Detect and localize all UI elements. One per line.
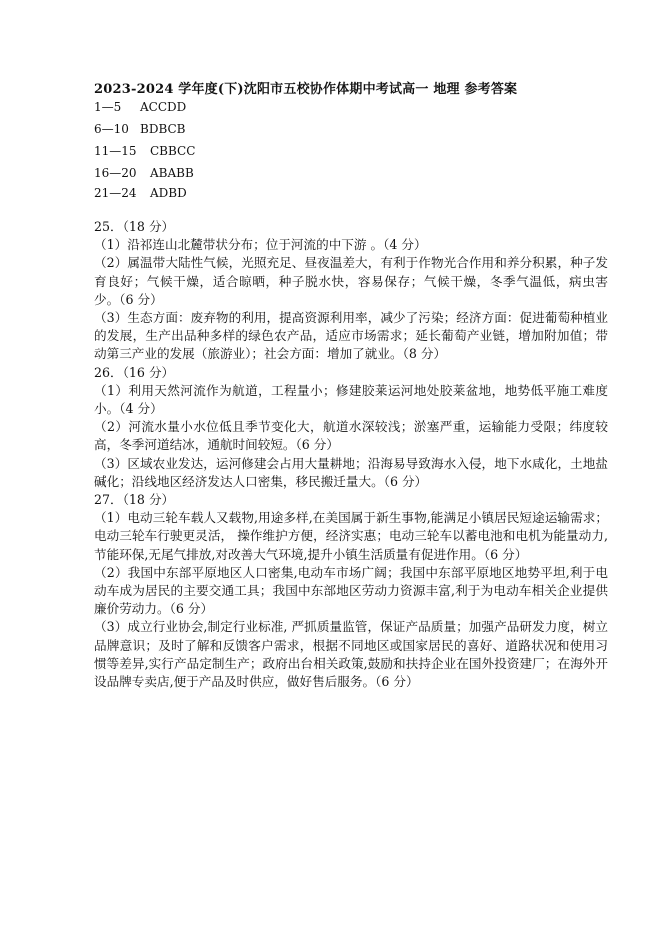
q26-part-1: （1）利用天然河流作为航道，工程量小；修建胶莱运河地处胶莱盆地，地势低平施工难度小。（4 分） <box>94 382 608 417</box>
mc-answers: CBBCC <box>150 144 196 158</box>
mc-answers: ABABB <box>150 166 194 180</box>
q27-part-3: （3）成立行业协会,制定行业标准, 严抓质量监管，保证产品质量；加强产品研发力度，树立品牌意识；及时了解和反馈客户需求，根据不同地区或国家居民的喜好、道路状况和使用习惯等差异,实行产品定制生产；政府出台相关政策,鼓励和扶持企业在国外投资建厂；在海外开设品牌专卖店,便于产品及时供应，做好售后服务。（6 分） <box>94 619 608 690</box>
q25-part-3: （3）生态方面：废弃物的利用，提高资源利用率，减少了污染；经济方面：促进葡萄种植业的发展，生产出品种多样的绿色农产品，适应市场需求；延长葡萄产业链，增加附加值；带动第三产业的发展（旅游业）；社会方面：增加了就业。（8 分） <box>94 310 608 362</box>
q25-header: 25．（18 分） <box>94 219 175 234</box>
mc-row <box>94 144 195 158</box>
q26-part-2: （2）河流水量小水位低且季节变化大，航道水深较浅；淤塞严重，运输能力受限；纬度较高，冬季河道结冰，通航时间较短。（6 分） <box>94 419 608 453</box>
mc-range: 21—24 <box>94 186 137 200</box>
q26-header: 26．（16 分） <box>94 364 175 380</box>
q26-part-3: （3）区域农业发达，运河修建会占用大量耕地；沿海易导致海水入侵，地下水咸化，土地盐碱化；沿线地区经济发达人口密集，移民搬迁量大。（6 分） <box>94 455 608 489</box>
mc-range: 16—20 <box>94 166 137 180</box>
constructed-answers <box>94 218 608 691</box>
mc-range: 11—15 <box>94 144 137 158</box>
mc-answers: ACCDD <box>140 100 187 114</box>
mc-range: 6—10 <box>94 122 129 136</box>
q25-part-1: （1）沿祁连山北麓带状分布；位于河流的中下游 。（4 分） <box>94 237 427 253</box>
q25-part-2: （2）属温带大陆性气候，光照充足、昼夜温差大，有利于作物光合作用和养分积累，种子发育良好；气候干燥，适合晾晒，种子脱水快，容易保存；气候干燥，冬季气温低，病虫害少。（6 分） <box>94 255 608 307</box>
q27-header: 27．（18 分） <box>94 492 175 508</box>
q27-part-1: （1）电动三轮车载人又载物,用途多样,在美国属于新生事物,能满足小镇居民短途运输需求；电动三轮车行驶更灵活， 操作维护方便，经济实惠；电动三轮车以蓄电池和电机为能量动力,节能环保,无尾气排放,对改善大气环境,提升小镇生活质量有促进作用。（6 分） <box>94 510 608 562</box>
mc-answers: BDBCB <box>140 122 186 136</box>
mc-row <box>94 100 186 114</box>
mc-row <box>94 122 185 136</box>
mc-range: 1—5 <box>94 100 122 114</box>
q27-part-2: （2）我国中东部平原地区人口密集,电动车市场广阔；我国中东部平原地区地势平坦,利于电动车成为居民的主要交通工具；我国中东部地区劳动力资源丰富,利于为电动车相关企业提供廉价劳动力。（6 分） <box>94 564 608 617</box>
mc-answers: ADBD <box>150 186 187 200</box>
mc-row <box>94 166 194 180</box>
mc-row <box>94 186 187 200</box>
page-title: 2023-2024 学年度(下)沈阳市五校协作体期中考试高一 地理 参考答案 <box>94 82 518 97</box>
